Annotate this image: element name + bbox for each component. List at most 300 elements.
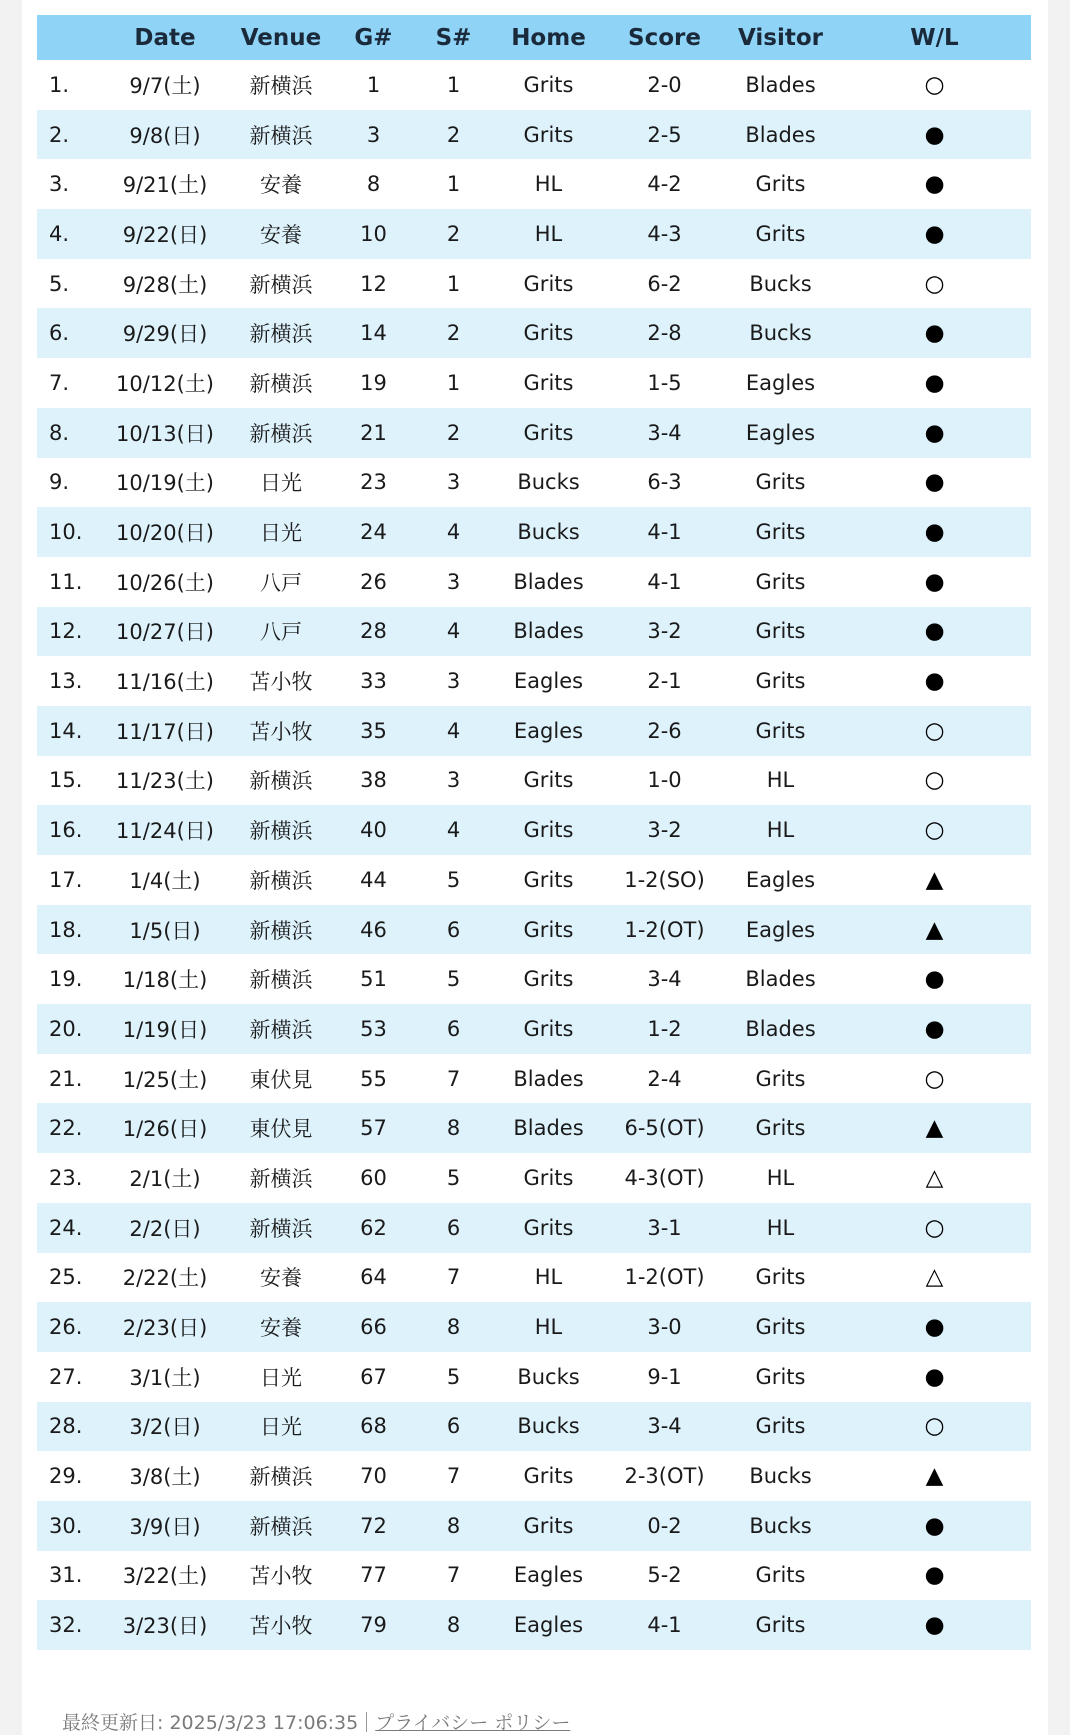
cell-visitor-team: Grits xyxy=(755,1563,806,1588)
result-mark-icon: ● xyxy=(924,1562,945,1589)
cell-series-number: 6 xyxy=(446,1215,461,1240)
header-visitor: Visitor xyxy=(738,24,823,51)
cell-date: 1/5(日) xyxy=(129,918,201,943)
cell-series-number: 7 xyxy=(446,1563,461,1588)
cell-venue: 東伏見 xyxy=(249,1117,313,1142)
table-row xyxy=(37,607,1031,657)
cell-game-index: 27. xyxy=(49,1364,83,1389)
cell-date: 11/16(土) xyxy=(116,670,214,695)
cell-score: 2-5 xyxy=(647,122,682,147)
cell-visitor-team: HL xyxy=(766,768,795,793)
cell-score: 1-2(SO) xyxy=(624,867,705,892)
cell-home-team: Grits xyxy=(523,1165,574,1190)
cell-win-loss xyxy=(838,1253,1031,1303)
cell-visitor-team: Blades xyxy=(745,122,816,147)
table-row xyxy=(37,656,1031,706)
cell-home-team: HL xyxy=(534,1315,563,1340)
cell-home-team: Grits xyxy=(523,1464,574,1489)
cell-date: 2/1(土) xyxy=(129,1166,201,1191)
cell-score: 3-2 xyxy=(647,619,682,644)
cell-game-index: 30. xyxy=(49,1513,83,1538)
cell-score: 2-8 xyxy=(647,321,682,346)
table-row xyxy=(37,408,1031,458)
cell-date: 3/22(土) xyxy=(122,1564,208,1589)
cell-series-number: 3 xyxy=(446,768,461,793)
cell-visitor-team: Grits xyxy=(755,1414,806,1439)
cell-game-index: 8. xyxy=(49,420,70,445)
header-date: Date xyxy=(134,24,196,51)
cell-score: 3-2 xyxy=(647,818,682,843)
cell-visitor-team: Grits xyxy=(755,221,806,246)
privacy-policy-link[interactable]: プライバシー ポリシー xyxy=(375,1712,571,1734)
result-mark-icon: ● xyxy=(924,1512,945,1539)
result-mark-icon: ○ xyxy=(924,71,945,98)
cell-date: 9/7(土) xyxy=(129,73,201,98)
table-row xyxy=(37,855,1031,905)
cell-game-number: 53 xyxy=(360,1016,387,1041)
cell-game-number: 1 xyxy=(366,72,381,97)
cell-game-index: 22. xyxy=(49,1116,83,1141)
cell-score: 3-4 xyxy=(647,1414,682,1439)
result-mark-icon: ● xyxy=(924,618,945,645)
cell-visitor-team: Eagles xyxy=(745,420,816,445)
cell-win-loss xyxy=(838,209,1031,259)
result-mark-icon: ○ xyxy=(924,767,945,794)
cell-game-number: 70 xyxy=(360,1464,387,1489)
cell-venue: 八戸 xyxy=(260,570,302,595)
table-row xyxy=(37,1402,1031,1452)
cell-series-number: 8 xyxy=(446,1315,461,1340)
cell-venue: 新横浜 xyxy=(249,1017,313,1042)
cell-venue: 新横浜 xyxy=(249,123,313,148)
cell-venue: 新横浜 xyxy=(249,322,313,347)
result-mark-icon: ▲ xyxy=(925,866,944,893)
cell-win-loss xyxy=(838,308,1031,358)
cell-win-loss xyxy=(838,1153,1031,1203)
table-row xyxy=(37,1203,1031,1253)
cell-win-loss xyxy=(838,1402,1031,1452)
cell-series-number: 4 xyxy=(446,818,461,843)
table-row xyxy=(37,905,1031,955)
cell-visitor-team: Bucks xyxy=(749,1464,812,1489)
cell-game-number: 35 xyxy=(360,718,387,743)
header-no xyxy=(37,15,99,60)
cell-game-index: 6. xyxy=(49,321,70,346)
cell-game-index: 9. xyxy=(49,470,70,495)
header-row xyxy=(37,15,1031,60)
cell-game-number: 57 xyxy=(360,1116,387,1141)
table-row xyxy=(37,1153,1031,1203)
cell-home-team: Grits xyxy=(523,1215,574,1240)
cell-date: 3/1(土) xyxy=(129,1365,201,1390)
cell-score: 4-1 xyxy=(647,1613,682,1638)
cell-venue: 新横浜 xyxy=(249,819,313,844)
cell-home-team: Grits xyxy=(523,72,574,97)
cell-home-team: Bucks xyxy=(517,470,580,495)
cell-home-team: Bucks xyxy=(517,1364,580,1389)
cell-home-team: Grits xyxy=(523,1016,574,1041)
cell-game-number: 21 xyxy=(360,420,387,445)
cell-date: 10/12(土) xyxy=(116,371,214,396)
table-row xyxy=(37,557,1031,607)
cell-date: 2/22(土) xyxy=(122,1266,208,1291)
table-row xyxy=(37,805,1031,855)
cell-score: 5-2 xyxy=(647,1563,682,1588)
cell-venue: 新横浜 xyxy=(249,1465,313,1490)
cell-date: 1/26(日) xyxy=(122,1117,208,1142)
cell-win-loss xyxy=(838,855,1031,905)
cell-series-number: 8 xyxy=(446,1513,461,1538)
cell-venue: 新横浜 xyxy=(249,272,313,297)
cell-win-loss xyxy=(838,408,1031,458)
cell-game-index: 18. xyxy=(49,917,83,942)
cell-date: 9/21(土) xyxy=(122,173,208,198)
result-mark-icon: ▲ xyxy=(925,1463,944,1490)
header-win-loss: W/L xyxy=(910,24,959,51)
cell-game-index: 19. xyxy=(49,967,83,992)
cell-home-team: Eagles xyxy=(513,669,584,694)
cell-game-number: 66 xyxy=(360,1315,387,1340)
cell-visitor-team: HL xyxy=(766,1165,795,1190)
cell-score: 1-2 xyxy=(647,1016,682,1041)
footer-divider xyxy=(366,1712,367,1732)
cell-game-index: 31. xyxy=(49,1563,83,1588)
cell-game-index: 24. xyxy=(49,1215,83,1240)
cell-visitor-team: HL xyxy=(766,1215,795,1240)
result-mark-icon: ● xyxy=(924,369,945,396)
cell-date: 10/26(土) xyxy=(116,570,214,595)
cell-visitor-team: Grits xyxy=(755,718,806,743)
header-series-number: S# xyxy=(435,24,472,51)
table-row xyxy=(37,259,1031,309)
cell-series-number: 7 xyxy=(446,1265,461,1290)
cell-date: 10/20(日) xyxy=(116,521,214,546)
cell-date: 2/23(日) xyxy=(122,1316,208,1341)
cell-game-number: 28 xyxy=(360,619,387,644)
cell-score: 4-3 xyxy=(647,221,682,246)
result-mark-icon: ● xyxy=(924,171,945,198)
cell-series-number: 2 xyxy=(446,221,461,246)
cell-visitor-team: Grits xyxy=(755,1315,806,1340)
cell-visitor-team: Grits xyxy=(755,1066,806,1091)
table-row xyxy=(37,60,1031,110)
cell-score: 6-3 xyxy=(647,470,682,495)
cell-home-team: Bucks xyxy=(517,520,580,545)
table-row xyxy=(37,756,1031,806)
cell-win-loss xyxy=(838,110,1031,160)
cell-game-number: 68 xyxy=(360,1414,387,1439)
cell-score: 3-4 xyxy=(647,420,682,445)
cell-series-number: 5 xyxy=(446,1364,461,1389)
header-score: Score xyxy=(628,24,701,51)
cell-venue: 新横浜 xyxy=(249,421,313,446)
cell-win-loss xyxy=(838,259,1031,309)
result-mark-icon: ● xyxy=(924,121,945,148)
cell-venue: 苫小牧 xyxy=(249,670,313,695)
cell-win-loss xyxy=(838,557,1031,607)
cell-visitor-team: Eagles xyxy=(745,867,816,892)
table-row xyxy=(37,954,1031,1004)
cell-venue: 新横浜 xyxy=(249,1216,313,1241)
cell-game-index: 16. xyxy=(49,818,83,843)
cell-visitor-team: Grits xyxy=(755,470,806,495)
cell-score: 1-5 xyxy=(647,370,682,395)
cell-series-number: 1 xyxy=(446,271,461,296)
cell-game-index: 10. xyxy=(49,520,83,545)
cell-visitor-team: Eagles xyxy=(745,917,816,942)
cell-game-number: 8 xyxy=(366,172,381,197)
table-row xyxy=(37,507,1031,557)
cell-game-index: 13. xyxy=(49,669,83,694)
cell-venue: 安養 xyxy=(260,222,302,247)
cell-home-team: Blades xyxy=(513,1116,584,1141)
cell-win-loss xyxy=(838,458,1031,508)
cell-game-number: 79 xyxy=(360,1613,387,1638)
cell-visitor-team: Bucks xyxy=(749,321,812,346)
table-row xyxy=(37,1551,1031,1601)
cell-game-number: 51 xyxy=(360,967,387,992)
page-container xyxy=(22,0,1048,1735)
header-venue: Venue xyxy=(240,24,322,51)
table-row xyxy=(37,1004,1031,1054)
cell-game-number: 3 xyxy=(366,122,381,147)
cell-win-loss xyxy=(838,656,1031,706)
cell-home-team: Grits xyxy=(523,818,574,843)
cell-home-team: Eagles xyxy=(513,718,584,743)
table-row xyxy=(37,1451,1031,1501)
cell-home-team: Eagles xyxy=(513,1563,584,1588)
cell-date: 11/24(日) xyxy=(116,819,214,844)
cell-visitor-team: Blades xyxy=(745,967,816,992)
table-row xyxy=(37,458,1031,508)
cell-score: 1-2(OT) xyxy=(624,1265,705,1290)
cell-score: 1-0 xyxy=(647,768,682,793)
table-row xyxy=(37,308,1031,358)
cell-game-index: 17. xyxy=(49,867,83,892)
cell-venue: 新横浜 xyxy=(249,769,313,794)
cell-home-team: Grits xyxy=(523,321,574,346)
cell-win-loss xyxy=(838,756,1031,806)
cell-win-loss xyxy=(838,607,1031,657)
result-mark-icon: ○ xyxy=(924,1214,945,1241)
cell-series-number: 3 xyxy=(446,470,461,495)
cell-game-number: 60 xyxy=(360,1165,387,1190)
cell-win-loss xyxy=(838,1352,1031,1402)
cell-series-number: 6 xyxy=(446,1414,461,1439)
cell-score: 2-4 xyxy=(647,1066,682,1091)
cell-venue: 日光 xyxy=(260,521,302,546)
cell-visitor-team: Bucks xyxy=(749,271,812,296)
cell-game-index: 23. xyxy=(49,1165,83,1190)
cell-score: 4-2 xyxy=(647,172,682,197)
schedule-table xyxy=(37,15,1031,1650)
cell-score: 4-3(OT) xyxy=(624,1165,705,1190)
cell-game-number: 44 xyxy=(360,867,387,892)
cell-series-number: 4 xyxy=(446,619,461,644)
cell-date: 10/19(土) xyxy=(116,471,214,496)
result-mark-icon: ● xyxy=(924,320,945,347)
cell-win-loss xyxy=(838,1203,1031,1253)
cell-home-team: HL xyxy=(534,1265,563,1290)
cell-win-loss xyxy=(838,1103,1031,1153)
table-row xyxy=(37,1352,1031,1402)
cell-game-index: 11. xyxy=(49,569,83,594)
table-row xyxy=(37,706,1031,756)
result-mark-icon: ▲ xyxy=(925,1115,944,1142)
cell-series-number: 1 xyxy=(446,370,461,395)
cell-date: 3/2(日) xyxy=(129,1415,201,1440)
cell-date: 1/4(土) xyxy=(129,868,201,893)
cell-series-number: 5 xyxy=(446,1165,461,1190)
table-row xyxy=(37,1103,1031,1153)
cell-visitor-team: Grits xyxy=(755,669,806,694)
cell-home-team: Blades xyxy=(513,619,584,644)
cell-venue: 日光 xyxy=(260,471,302,496)
cell-series-number: 2 xyxy=(446,420,461,445)
cell-series-number: 3 xyxy=(446,569,461,594)
cell-venue: 安養 xyxy=(260,1266,302,1291)
cell-series-number: 2 xyxy=(446,122,461,147)
cell-game-number: 26 xyxy=(360,569,387,594)
cell-home-team: Bucks xyxy=(517,1414,580,1439)
cell-home-team: Grits xyxy=(523,917,574,942)
cell-game-number: 33 xyxy=(360,669,387,694)
result-mark-icon: ● xyxy=(924,668,945,695)
cell-venue: 日光 xyxy=(260,1365,302,1390)
cell-series-number: 7 xyxy=(446,1066,461,1091)
cell-date: 10/13(日) xyxy=(116,421,214,446)
cell-win-loss xyxy=(838,1054,1031,1104)
cell-series-number: 5 xyxy=(446,967,461,992)
cell-game-index: 25. xyxy=(49,1265,83,1290)
cell-game-index: 1. xyxy=(49,72,70,97)
cell-date: 9/28(土) xyxy=(122,272,208,297)
cell-venue: 安養 xyxy=(260,173,302,198)
cell-series-number: 3 xyxy=(446,669,461,694)
cell-home-team: Blades xyxy=(513,1066,584,1091)
cell-win-loss xyxy=(838,1551,1031,1601)
cell-game-index: 32. xyxy=(49,1613,83,1638)
cell-game-index: 26. xyxy=(49,1315,83,1340)
cell-home-team: Blades xyxy=(513,569,584,594)
cell-game-number: 64 xyxy=(360,1265,387,1290)
cell-win-loss xyxy=(838,507,1031,557)
table-body xyxy=(37,60,1031,1650)
cell-visitor-team: Grits xyxy=(755,1364,806,1389)
table-row xyxy=(37,1501,1031,1551)
cell-game-number: 23 xyxy=(360,470,387,495)
result-mark-icon: ● xyxy=(924,1314,945,1341)
cell-score: 3-1 xyxy=(647,1215,682,1240)
cell-win-loss xyxy=(838,1600,1031,1650)
cell-game-number: 38 xyxy=(360,768,387,793)
cell-game-index: 3. xyxy=(49,172,70,197)
cell-series-number: 8 xyxy=(446,1116,461,1141)
cell-visitor-team: HL xyxy=(766,818,795,843)
cell-venue: 八戸 xyxy=(260,620,302,645)
cell-score: 3-4 xyxy=(647,967,682,992)
cell-game-index: 5. xyxy=(49,271,70,296)
cell-win-loss xyxy=(838,905,1031,955)
cell-game-number: 62 xyxy=(360,1215,387,1240)
cell-win-loss xyxy=(838,805,1031,855)
cell-date: 1/25(土) xyxy=(122,1067,208,1092)
cell-visitor-team: Grits xyxy=(755,520,806,545)
cell-home-team: HL xyxy=(534,221,563,246)
cell-game-index: 12. xyxy=(49,619,83,644)
cell-visitor-team: Eagles xyxy=(745,370,816,395)
cell-game-index: 2. xyxy=(49,122,70,147)
cell-venue: 新横浜 xyxy=(249,918,313,943)
cell-visitor-team: Grits xyxy=(755,569,806,594)
cell-score: 4-1 xyxy=(647,520,682,545)
cell-home-team: Grits xyxy=(523,271,574,296)
cell-score: 2-0 xyxy=(647,72,682,97)
result-mark-icon: ● xyxy=(924,1612,945,1639)
cell-visitor-team: Grits xyxy=(755,619,806,644)
cell-date: 1/18(土) xyxy=(122,968,208,993)
cell-score: 1-2(OT) xyxy=(624,917,705,942)
result-mark-icon: ● xyxy=(924,966,945,993)
result-mark-icon: ● xyxy=(924,519,945,546)
cell-game-number: 12 xyxy=(360,271,387,296)
cell-game-number: 40 xyxy=(360,818,387,843)
cell-date: 3/8(土) xyxy=(129,1465,201,1490)
cell-game-index: 29. xyxy=(49,1464,83,1489)
cell-home-team: Grits xyxy=(523,122,574,147)
cell-date: 3/23(日) xyxy=(122,1614,208,1639)
cell-home-team: Grits xyxy=(523,867,574,892)
cell-series-number: 6 xyxy=(446,1016,461,1041)
table-row xyxy=(37,358,1031,408)
cell-visitor-team: Grits xyxy=(755,172,806,197)
cell-venue: 新横浜 xyxy=(249,73,313,98)
cell-date: 3/9(日) xyxy=(129,1514,201,1539)
result-mark-icon: ○ xyxy=(924,1413,945,1440)
cell-venue: 苫小牧 xyxy=(249,719,313,744)
result-mark-icon: △ xyxy=(925,1264,944,1291)
cell-game-index: 7. xyxy=(49,370,70,395)
cell-venue: 安養 xyxy=(260,1316,302,1341)
cell-game-number: 72 xyxy=(360,1513,387,1538)
cell-date: 10/27(日) xyxy=(116,620,214,645)
cell-venue: 苫小牧 xyxy=(249,1564,313,1589)
cell-game-index: 4. xyxy=(49,221,70,246)
cell-date: 9/22(日) xyxy=(122,222,208,247)
cell-date: 9/29(日) xyxy=(122,322,208,347)
cell-game-number: 67 xyxy=(360,1364,387,1389)
cell-visitor-team: Grits xyxy=(755,1613,806,1638)
last-updated-text: 最終更新日: 2025/3/23 17:06:35 xyxy=(62,1712,359,1734)
cell-home-team: Grits xyxy=(523,768,574,793)
cell-venue: 苫小牧 xyxy=(249,1614,313,1639)
cell-win-loss xyxy=(838,1004,1031,1054)
result-mark-icon: ○ xyxy=(924,717,945,744)
cell-venue: 東伏見 xyxy=(249,1067,313,1092)
cell-venue: 日光 xyxy=(260,1415,302,1440)
result-mark-icon: ○ xyxy=(924,1065,945,1092)
cell-win-loss xyxy=(838,60,1031,110)
cell-date: 1/19(日) xyxy=(122,1017,208,1042)
table-row xyxy=(37,159,1031,209)
cell-win-loss xyxy=(838,954,1031,1004)
cell-date: 9/8(日) xyxy=(129,123,201,148)
table-row xyxy=(37,110,1031,160)
result-mark-icon: ● xyxy=(924,1363,945,1390)
page-footer xyxy=(62,1708,570,1735)
cell-series-number: 6 xyxy=(446,917,461,942)
cell-series-number: 5 xyxy=(446,867,461,892)
